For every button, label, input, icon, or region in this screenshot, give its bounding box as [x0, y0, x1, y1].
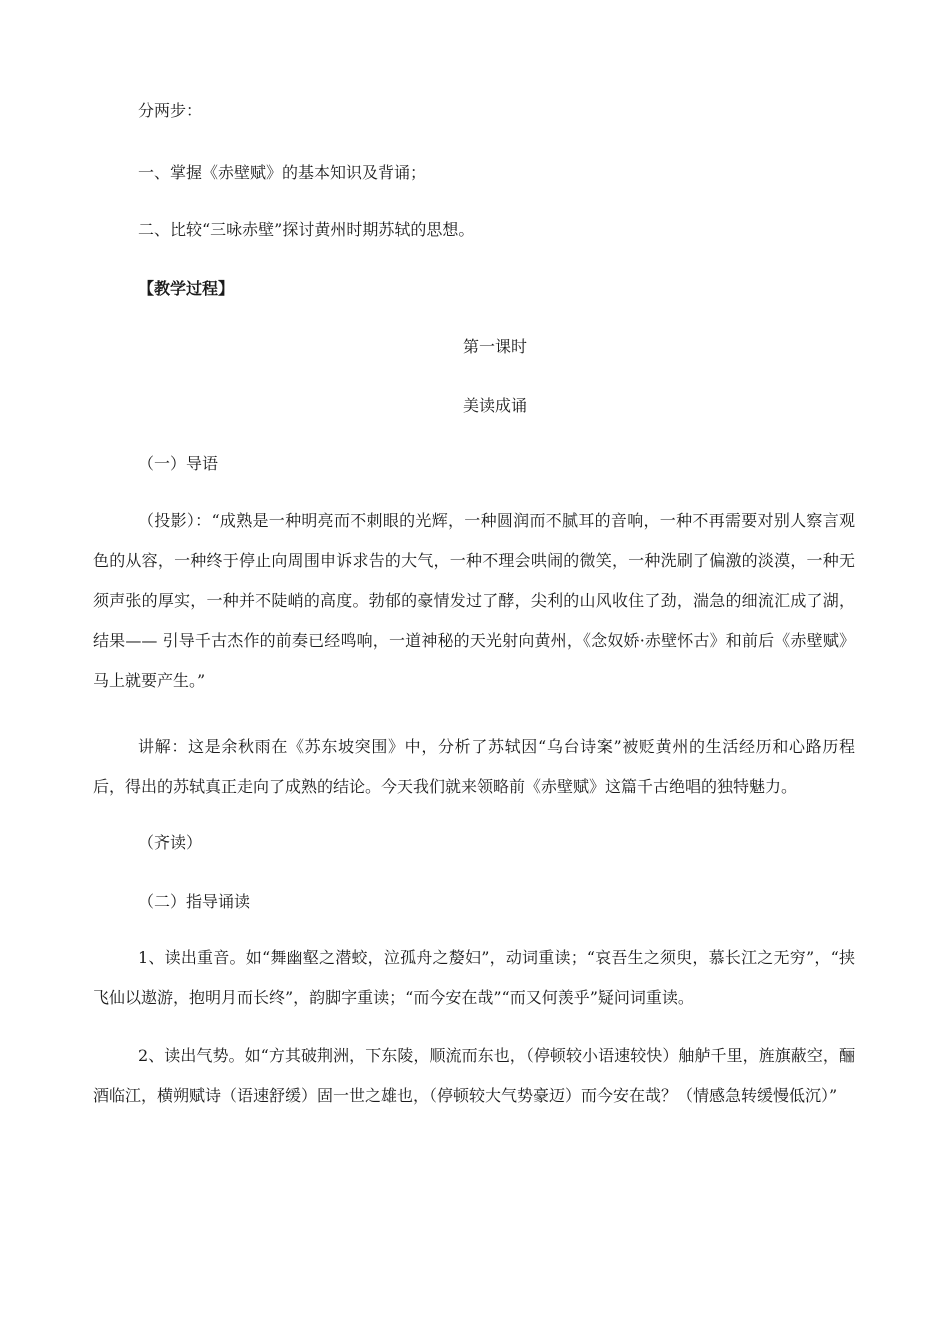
reading-guide-item-momentum: 2、读出气势。如“方其破荆洲，下东陵，顺流而东也，（停顿较小语速较快）舳舻千里，旌旗蔽空，酾酒临江，横朔赋诗（语速舒缓）固一世之雄也，（停顿较大气势豪迈）而今安在哉？（情感急转缓慢低沉）” [93, 1046, 855, 1105]
lesson-subtitle: 美读成诵 [462, 396, 527, 415]
projection-quote-paragraph: （投影）：“成熟是一种明亮而不刺眼的光辉，一种圆润而不腻耳的音响，一种不再需要对别人察言观色的从容，一种终于停止向周围申诉求告的大气，一种不理会哄闹的微笑，一种洗刷了偏激的淡漠，一种无须声张的厚实，一种并不陡峭的高度。勃郁的豪情发过了酵，尖利的山风收住了劲，湍急的细流汇成了湖，结果—— 引导千古杰作的前奏已经鸣响，一道神秘的天光射向黄州，《念奴娇·赤壁怀古》和前后《赤壁赋》马上就要产生。” [93, 511, 855, 690]
teaching-process-heading: 【教学过程】 [138, 279, 235, 298]
group-reading-note: （齐读） [138, 833, 203, 852]
reading-guide-item-stress: 1、读出重音。如“舞幽壑之潜蛟，泣孤舟之嫠妇”，动词重读；“哀吾生之须臾，慕长江之无穷”，“挟飞仙以遨游，抱明月而长终”，韵脚字重读；“而今安在哉”“而又何羡乎”疑问词重读。 [93, 948, 855, 1007]
step-one: 一、掌握《赤壁赋》的基本知识及背诵； [138, 163, 427, 182]
step-two: 二、比较“三咏赤壁”探讨黄州时期苏轼的思想。 [138, 220, 475, 239]
section-reading-guide-heading: （二）指导诵读 [138, 892, 251, 911]
section-intro-heading: （一）导语 [138, 454, 219, 473]
lesson-title: 第一课时 [462, 337, 527, 356]
steps-label: 分两步： [138, 101, 203, 120]
explanation-paragraph: 讲解：这是余秋雨在《苏东坡突围》中，分析了苏轼因“乌台诗案”被贬黄州的生活经历和心路历程后，得出的苏轼真正走向了成熟的结论。今天我们就来领略前《赤壁赋》这篇千古绝唱的独特魅力。 [93, 737, 855, 796]
